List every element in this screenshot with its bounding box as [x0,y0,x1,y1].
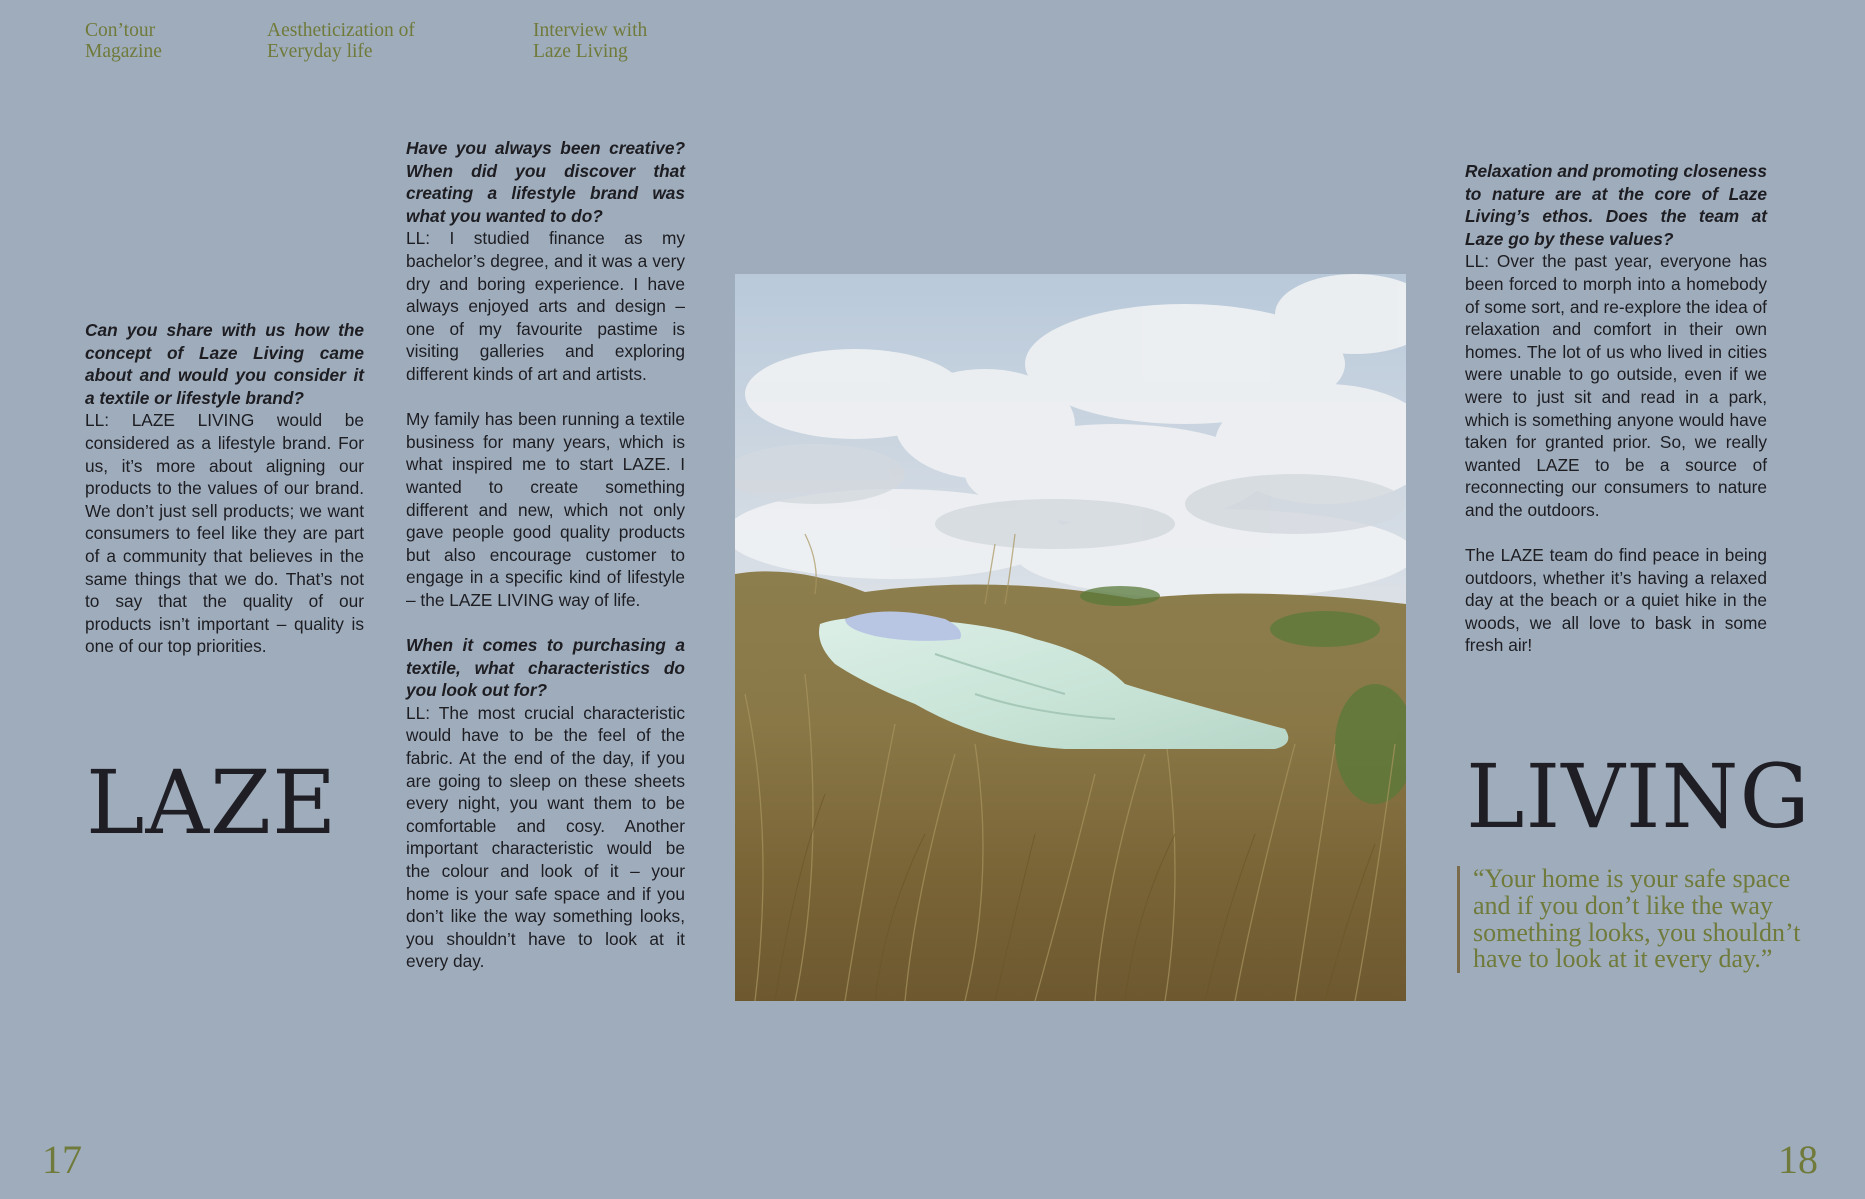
magazine-name-line-1: Con’tour [85,20,156,41]
qa-block [85,319,364,658]
article-topic [533,20,647,62]
question: Have you always been creative? When did you discover that creating a lifestyle brand was what you wanted to do? [406,138,685,226]
pull-quote: “Your home is your safe space and if you don’t like the way something looks, you shouldn’t have to look at it every day.” [1457,866,1803,973]
qa-block [406,137,685,386]
interview-column-3 [1465,160,1767,657]
qa-block [406,634,685,973]
duvet-in-grass-photo [735,274,1406,1001]
page-number-left: 17 [42,1137,82,1182]
answer: LL: Over the past year, everyone has been forced to morph into a homebody of some sort, and re-explore the idea of relaxation and comfort in their own homes. The lot of us who lived in cities were unable to go outside, even if we were to just sit and read in a park, which is something anyone would have taken for granted prior. So, we really wanted LAZE to be a source of reconnecting our consumers to nature and the outdoors. [1465,251,1767,520]
article-topic-line-2: Laze Living [533,41,628,62]
qa-block [1465,160,1767,522]
question: When it comes to purchasing a textile, what characteristics do you look out for? [406,635,685,701]
magazine-name [85,20,162,62]
interview-column-1 [85,319,364,658]
question: Relaxation and promoting closeness to nature are at the core of Laze Living’s ethos. Does the team at Laze go by these values? [1465,161,1767,249]
magazine-name-line-2: Magazine [85,41,162,62]
title-laze: LAZE [86,751,338,854]
section-title [267,20,415,62]
section-title-line-1: Aestheticization of [267,20,415,41]
page-number-right: 18 [1778,1137,1818,1182]
answer: LL: LAZE LIVING would be considered as a lifestyle brand. For us, it’s more about aligning our products to the values of our brand. We don’t just sell products; we want consumers to feel like they are part of a community that believes in the same things that we do. That’s not to say that the quality of our products isn’t important – quality is one of our top priorities. [85,410,364,657]
answer: LL: I studied finance as my bachelor’s degree, and it was a very dry and boring experience. I have always enjoyed arts and design – one of my favourite pastime is visiting galleries and exploring different kinds of art and artists. [406,228,685,384]
answer: LL: The most crucial characteristic would have to be the feel of the fabric. At the end of the day, if you are going to sleep on these sheets every night, you want them to be comfortable and cosy. Another important characteristic would be the colour and look of it – your home is your safe space and if you don’t like the way something looks, you shouldn’t have to look at it every day. [406,702,685,972]
answer-paragraph: My family has been running a textile business for many years, which is what inspired me to start LAZE. I wanted to create something different and new, which not only gave people good quality products but also encourage customer to engage in a specific kind of lifestyle – the LAZE LIVING way of life. [406,409,685,610]
section-title-line-2: Everyday life [267,41,373,62]
answer-paragraph: The LAZE team do find peace in being outdoors, whether it’s having a relaxed day at the beach or a quiet hike in the woods, we all love to bask in some fresh air! [1465,545,1767,656]
article-topic-line-1: Interview with [533,20,648,41]
question: Can you share with us how the concept of Laze Living came about and would you consider it a textile or lifestyle brand? [85,320,364,408]
title-living: LIVING [1466,745,1811,848]
interview-column-2 [406,137,685,973]
